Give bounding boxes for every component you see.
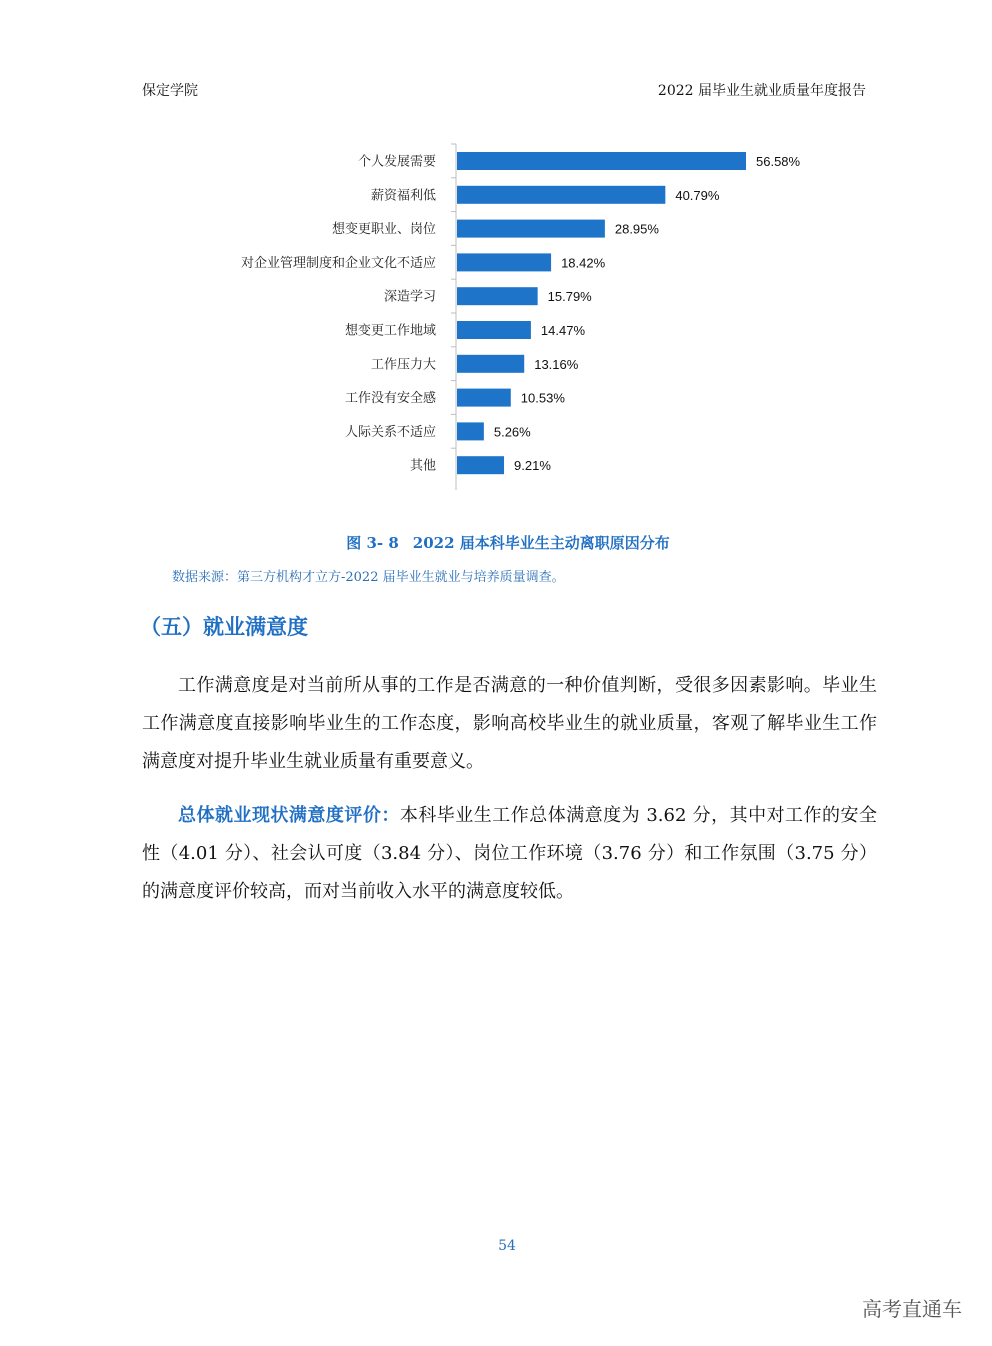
chart-bar [457, 152, 746, 170]
paragraph-overall-satisfaction [142, 797, 877, 911]
paragraph-body: 本科毕业生工作总体满意度为 3.62 分，其中对工作的安全性（4.01 分）、社会认可度（3.84 分）、岗位工作环境（3.76 分）和工作氛围（3.75 分）的满意度评价较高，而对当前收入水平的满意度较低。 [142, 805, 877, 902]
chart-bar [457, 186, 665, 204]
chart-category-label: 想变更工作地域 [344, 323, 436, 339]
page-number: 54 [498, 1238, 516, 1254]
chart-category-label: 工作没有安全感 [344, 391, 436, 407]
chart-bar [457, 456, 504, 474]
chart-value-label: 10.53% [520, 390, 565, 406]
chart-bar [457, 422, 484, 440]
chart-category-label: 深造学习 [383, 289, 436, 305]
chart-category-label: 想变更职业、岗位 [331, 222, 436, 238]
chart-category-label: 人际关系不适应 [344, 424, 436, 440]
figure-title: 2022 届本科毕业生主动离职原因分布 [412, 534, 670, 552]
header-institution: 保定学院 [142, 83, 198, 99]
chart-category-label: 个人发展需要 [357, 154, 436, 170]
chart-value-label: 15.79% [547, 289, 592, 305]
chart-value-label: 56.58% [756, 154, 801, 169]
watermark-text: 高考直通车 [862, 1297, 962, 1321]
chart-category-label: 薪资福利低 [370, 188, 436, 204]
chart-value-label: 40.79% [675, 187, 720, 203]
data-source-note: 数据来源：第三方机构才立方-2022 届毕业生就业与培养质量调查。 [172, 570, 565, 585]
chart-value-label: 18.42% [561, 255, 606, 271]
chart-value-label: 5.26% [493, 424, 531, 440]
paragraph-job-satisfaction-intro: 工作满意度是对当前所从事的工作是否满意的一种价值判断，受很多因素影响。毕业生工作满意度直接影响毕业生的工作态度，影响高校毕业生的就业质量，客观了解毕业生工作满意度对提升毕业生就业质量有重要意义。 [142, 675, 877, 772]
chart-bar [457, 253, 551, 271]
chart-bar [457, 355, 524, 373]
chart-category-label: 对企业管理制度和企业文化不适应 [240, 255, 436, 271]
chart-bar [457, 287, 538, 305]
figure-number: 图 3- 8 [346, 534, 399, 552]
paragraph-lead: 总体就业现状满意度评价： [178, 805, 400, 826]
chart-value-label: 28.95% [614, 221, 659, 237]
chart-value-label: 9.21% [514, 458, 551, 474]
chart-value-label: 14.47% [540, 323, 586, 338]
chart-value-label: 13.16% [534, 356, 579, 372]
figure-caption [0, 532, 992, 553]
chart-category-label: 工作压力大 [370, 357, 436, 373]
departure-reasons-bar-chart [0, 140, 992, 490]
chart-bar [457, 321, 531, 339]
chart-bar [457, 220, 605, 238]
chart-bar [457, 389, 511, 407]
chart-category-label: 其他 [409, 458, 436, 474]
header-report-title: 2022 届毕业生就业质量年度报告 [657, 83, 866, 99]
section-title: （五）就业满意度 [140, 615, 308, 639]
